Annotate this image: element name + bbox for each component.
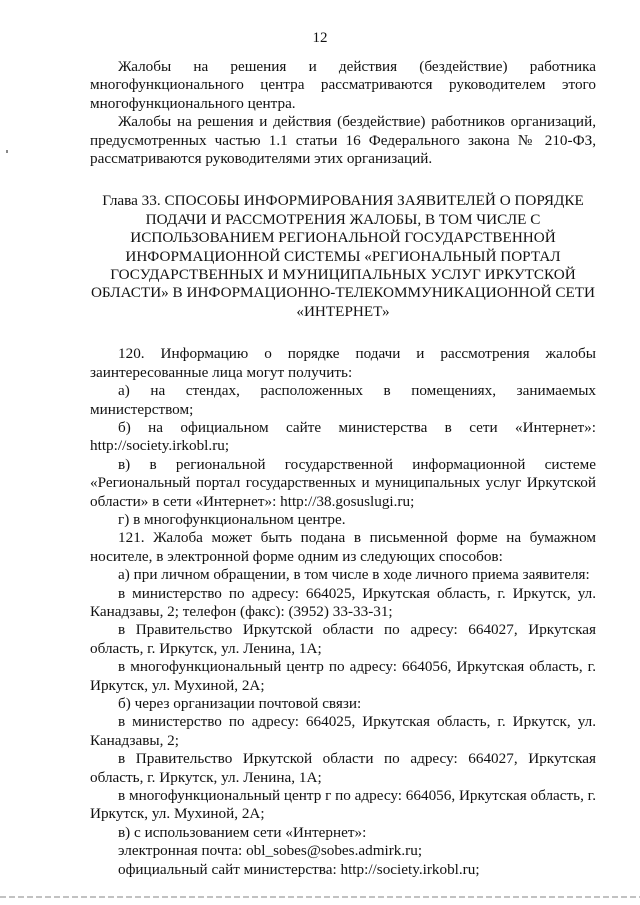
paragraph: б) через организации почтовой связи: <box>118 695 362 712</box>
scan-edge-line <box>0 896 640 898</box>
paragraph: в) с использованием сети «Интернет»: <box>118 823 367 841</box>
document-body <box>90 58 596 879</box>
paragraph: Жалобы на решения и действия (бездействие) работников организаций, предусмотренных частью 1.1 статьи 16 Федерального закона № 210-ФЗ, рассматриваются руководителями этих организаций. <box>90 113 596 168</box>
chapter-heading: Глава 33. СПОСОБЫ ИНФОРМИРОВАНИЯ ЗАЯВИТЕЛЕЙ О ПОРЯДКЕ ПОДАЧИ И РАССМОТРЕНИЯ ЖАЛОБЫ, В ТОМ ЧИСЛЕ С ИСПОЛЬЗОВАНИЕМ РЕГИОНАЛЬНОЙ ГОСУДАРСТВЕННОЙ ИНФОРМАЦИОННОЙ СИСТЕМЫ «РЕГИОНАЛЬНЫЙ ПОРТАЛ ГОСУДАРСТВЕННЫХ И МУНИЦИПАЛЬНЫХ УСЛУГ ИРКУТСКОЙ ОБЛАСТИ» В ИНФОРМАЦИОННО-ТЕЛЕКОММУНИКАЦИОННОЙ СЕТИ «ИНТЕРНЕТ» <box>90 192 596 320</box>
paragraph: в многофункциональный центр по адресу: 664056, Иркутская область, г. Иркутск, ул. Мухиной, 2А; <box>90 658 596 694</box>
paragraph: в министерство по адресу: 664025, Иркутская область, г. Иркутск, ул. Канадзавы, 2; <box>90 713 596 749</box>
scan-mark <box>6 150 8 153</box>
paragraph: а) при личном обращении, в том числе в ходе личного приема заявителя: <box>118 566 590 584</box>
paragraph: 120. Информацию о порядке подачи и рассмотрения жалобы заинтересованные лица могут получить: <box>90 345 596 381</box>
paragraph: в Правительство Иркутской области по адресу: 664027, Иркутская область, г. Иркутск, ул. Ленина, 1А; <box>90 750 596 786</box>
page-number: 12 <box>312 30 328 46</box>
paragraph: г) в многофункциональном центре. <box>118 510 346 528</box>
paragraph: в многофункциональный центр г по адресу: 664056, Иркутская область, г. Иркутск, ул. Мухиной, 2А; <box>90 787 596 823</box>
paragraph: б) на официальном сайте министерства в сети «Интернет»: http://society.irkobl.ru; <box>90 418 596 455</box>
paragraph: в министерство по адресу: 664025, Иркутская область, г. Иркутск, ул. Канадзавы, 2; телефон (факс): (3952) 33-33-31; <box>90 584 596 620</box>
paragraph: электронная почта: obl_sobes@sobes.admirk.ru; <box>118 842 423 860</box>
paragraph: в) в региональной государственной информационной системе «Региональный портал государственных и муниципальных услуг Иркутской области» в сети «Интернет»: http://38.gosuslugi.ru; <box>90 455 596 510</box>
paragraph: Жалобы на решения и действия (бездействие) работника многофункционального центра рассматриваются руководителем этого многофункционального центра. <box>90 58 596 112</box>
paragraph: а) на стендах, расположенных в помещениях, занимаемых министерством; <box>90 382 596 418</box>
paragraph: в Правительство Иркутской области по адресу: 664027, Иркутская область, г. Иркутск, ул. Ленина, 1А; <box>90 621 596 657</box>
paragraph: официальный сайт министерства: http://society.irkobl.ru; <box>118 860 480 878</box>
paragraph: 121. Жалоба может быть подана в письменной форме на бумажном носителе, в электронной форме одним из следующих способов: <box>90 529 596 565</box>
